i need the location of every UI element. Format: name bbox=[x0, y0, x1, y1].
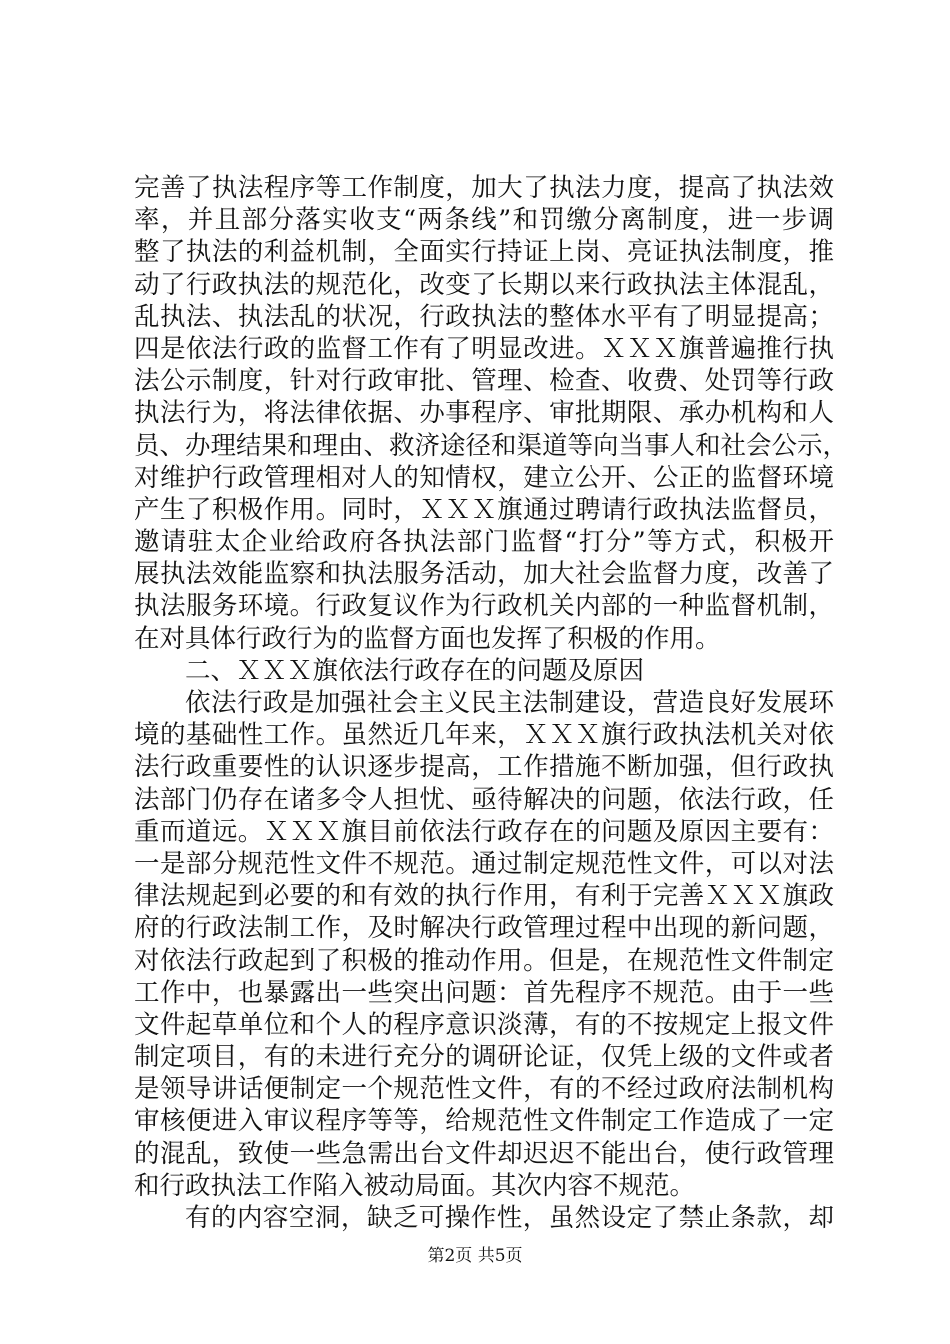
text-line: 完善了执法程序等工作制度，加大了执法力度，提高了执法效 bbox=[134, 173, 834, 203]
text-line: 律法规起到必要的和有效的执行作用，有利于完善ＸＸＸ旗政 bbox=[134, 881, 834, 912]
text-line: 整了执法的利益机制，全面实行持证上岗、亮证执法制度，推 bbox=[134, 237, 834, 268]
text-line: 是领导讲话便制定一个规范性文件，有的不经过政府法制机构 bbox=[134, 1074, 834, 1105]
text-line: 执法行为，将法律依据、办事程序、审批期限、承办机构和人 bbox=[134, 398, 834, 429]
text-line: 有的内容空洞，缺乏可操作性，虽然设定了禁止条款，却 bbox=[185, 1203, 834, 1233]
text-line: 四是依法行政的监督工作有了明显改进。ＸＸＸ旗普遍推行执 bbox=[134, 333, 834, 364]
text-line: 展执法效能监察和执法服务活动，加大社会监督力度，改善了 bbox=[134, 559, 834, 590]
text-line: 审核便进入审议程序等等，给规范性文件制定工作造成了一定 bbox=[134, 1106, 834, 1137]
page-indicator: 第2页 共5页 bbox=[427, 1246, 523, 1266]
text-line: 工作中，也暴露出一些突出问题：首先程序不规范。由于一些 bbox=[134, 977, 834, 1008]
text-line: 执法服务环境。行政复议作为行政机关内部的一种监督机制， bbox=[134, 591, 834, 622]
text-line: 对依法行政起到了积极的推动作用。但是，在规范性文件制定 bbox=[134, 945, 834, 976]
text-line: 法公示制度，针对行政审批、管理、检查、收费、处罚等行政 bbox=[134, 366, 834, 397]
text-line: 法行政重要性的认识逐步提高，工作措施不断加强，但行政执 bbox=[134, 752, 834, 783]
text-line: 重而道远。ＸＸＸ旗目前依法行政存在的问题及原因主要有： bbox=[134, 816, 834, 847]
text-line: 率，并且部分落实收支“两条线”和罚缴分离制度，进一步调 bbox=[134, 205, 834, 236]
text-line: 依法行政是加强社会主义民主法制建设，营造良好发展环 bbox=[185, 688, 834, 718]
text-line: 对维护行政管理相对人的知情权，建立公开、公正的监督环境 bbox=[134, 462, 834, 493]
page-footer bbox=[0, 1244, 950, 1268]
text-line: 和行政执法工作陷入被动局面。其次内容不规范。 bbox=[134, 1170, 696, 1201]
text-line: 员、办理结果和理由、救济途径和渠道等向当事人和社会公示， bbox=[134, 430, 849, 461]
text-line: 二、ＸＸＸ旗依法行政存在的问题及原因 bbox=[185, 655, 645, 686]
text-line: 邀请驻太企业给政府各执法部门监督“打分”等方式，积极开 bbox=[134, 527, 834, 558]
text-line: 的混乱，致使一些急需出台文件却迟迟不能出台，使行政管理 bbox=[134, 1138, 834, 1169]
text-line: 一是部分规范性文件不规范。通过制定规范性文件，可以对法 bbox=[134, 848, 834, 879]
text-line: 法部门仍存在诸多令人担忧、亟待解决的问题，依法行政，任 bbox=[134, 784, 834, 815]
text-line: 产生了积极作用。同时，ＸＸＸ旗通过聘请行政执法监督员， bbox=[134, 494, 834, 525]
text-line: 文件起草单位和个人的程序意识淡薄，有的不按规定上报文件 bbox=[134, 1009, 834, 1040]
text-line: 乱执法、执法乱的状况，行政执法的整体水平有了明显提高； bbox=[134, 301, 834, 332]
document-body bbox=[134, 172, 849, 1234]
text-line: 境的基础性工作。虽然近几年来，ＸＸＸ旗行政执法机关对依 bbox=[134, 720, 834, 751]
text-line: 在对具体行政行为的监督方面也发挥了积极的作用。 bbox=[134, 623, 721, 654]
text-line: 府的行政法制工作，及时解决行政管理过程中出现的新问题， bbox=[134, 913, 834, 944]
text-line: 制定项目，有的未进行充分的调研论证，仅凭上级的文件或者 bbox=[134, 1042, 834, 1073]
text-line: 动了行政执法的规范化，改变了长期以来行政执法主体混乱， bbox=[134, 269, 834, 300]
